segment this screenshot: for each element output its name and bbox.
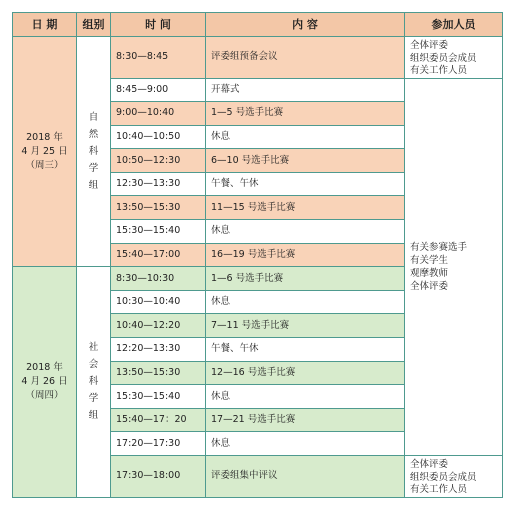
participant-line: 有关参赛选手 (410, 241, 468, 253)
header-date: 日 期 (13, 13, 77, 37)
time-cell: 13:50—15:30 (111, 196, 206, 220)
time-cell: 10:40—12:20 (111, 314, 206, 338)
time-cell: 13:50—15:30 (111, 361, 206, 385)
schedule-table (12, 12, 503, 498)
date-line: 4 月 25 日 (21, 145, 68, 157)
participant-line: 全体评委 (410, 280, 449, 292)
time-cell: 15:40—17：20 (111, 408, 206, 432)
content-cell: 开幕式 (206, 78, 405, 102)
content-cell: 休息 (206, 290, 405, 314)
header-time: 时 间 (111, 13, 206, 37)
group-cell (77, 37, 111, 267)
header-group: 组别 (77, 13, 111, 37)
time-cell: 12:30—13:30 (111, 172, 206, 196)
participant-line: 全体评委 (410, 459, 449, 470)
participants-cell (405, 456, 503, 498)
time-cell: 10:50—12:30 (111, 149, 206, 173)
group-char: 组 (88, 410, 99, 422)
content-cell: 12—16 号选手比赛 (206, 361, 405, 385)
content-cell: 休息 (206, 220, 405, 244)
participant-line: 观摩教师 (410, 267, 449, 279)
content-cell: 午餐、午休 (206, 172, 405, 196)
group-char: 科 (88, 376, 99, 388)
group-char: 学 (88, 163, 99, 175)
header-content: 内 容 (206, 13, 405, 37)
header-participants: 参加人员 (405, 13, 503, 37)
schedule-row (13, 37, 503, 79)
date-line: 4 月 26 日 (21, 375, 68, 387)
content-cell: 6—10 号选手比赛 (206, 149, 405, 173)
content-cell: 休息 (206, 385, 405, 409)
time-cell: 10:30—10:40 (111, 290, 206, 314)
content-cell: 1—6 号选手比赛 (206, 267, 405, 291)
group-char: 科 (88, 146, 99, 158)
time-cell: 15:30—15:40 (111, 385, 206, 409)
participant-line: 组织委员会成员 (410, 471, 477, 483)
group-char: 社 (88, 342, 99, 354)
group-char: 自 (88, 112, 99, 124)
content-cell: 11—15 号选手比赛 (206, 196, 405, 220)
time-cell: 8:30—8:45 (111, 37, 206, 79)
time-cell: 8:45—9:00 (111, 78, 206, 102)
content-cell: 1—5 号选手比赛 (206, 102, 405, 126)
time-cell: 17:20—17:30 (111, 432, 206, 456)
date-cell (13, 37, 77, 267)
group-char: 会 (88, 359, 99, 371)
schedule-body (13, 37, 503, 498)
participant-line: 有关工作人员 (410, 65, 468, 76)
time-cell: 10:40—10:50 (111, 125, 206, 149)
time-cell: 8:30—10:30 (111, 267, 206, 291)
group-char: 组 (88, 180, 99, 192)
group-cell (77, 267, 111, 497)
group-char: 然 (88, 129, 99, 141)
participants-cell (405, 78, 503, 456)
time-cell: 15:40—17:00 (111, 243, 206, 267)
participant-line: 有关工作人员 (410, 484, 468, 495)
date-line: 2018 年 (26, 131, 63, 143)
content-cell: 评委组预备会议 (206, 37, 405, 79)
header-row (13, 13, 503, 37)
participant-line: 全体评委 (410, 40, 449, 51)
time-cell: 15:30—15:40 (111, 220, 206, 244)
content-cell: 休息 (206, 125, 405, 149)
content-cell: 7—11 号选手比赛 (206, 314, 405, 338)
content-cell: 评委组集中评议 (206, 456, 405, 498)
date-cell (13, 267, 77, 497)
date-line: （周四） (25, 389, 64, 401)
participants-cell (405, 37, 503, 79)
date-line: （周三） (25, 159, 64, 171)
time-cell: 9:00—10:40 (111, 102, 206, 126)
content-cell: 午餐、午休 (206, 338, 405, 362)
group-char: 学 (88, 393, 99, 405)
content-cell: 休息 (206, 432, 405, 456)
content-cell: 16—19 号选手比赛 (206, 243, 405, 267)
participant-line: 有关学生 (410, 254, 449, 266)
time-cell: 12:20—13:30 (111, 338, 206, 362)
date-line: 2018 年 (26, 361, 63, 373)
participant-line: 组织委员会成员 (410, 52, 477, 64)
content-cell: 17—21 号选手比赛 (206, 408, 405, 432)
time-cell: 17:30—18:00 (111, 456, 206, 498)
